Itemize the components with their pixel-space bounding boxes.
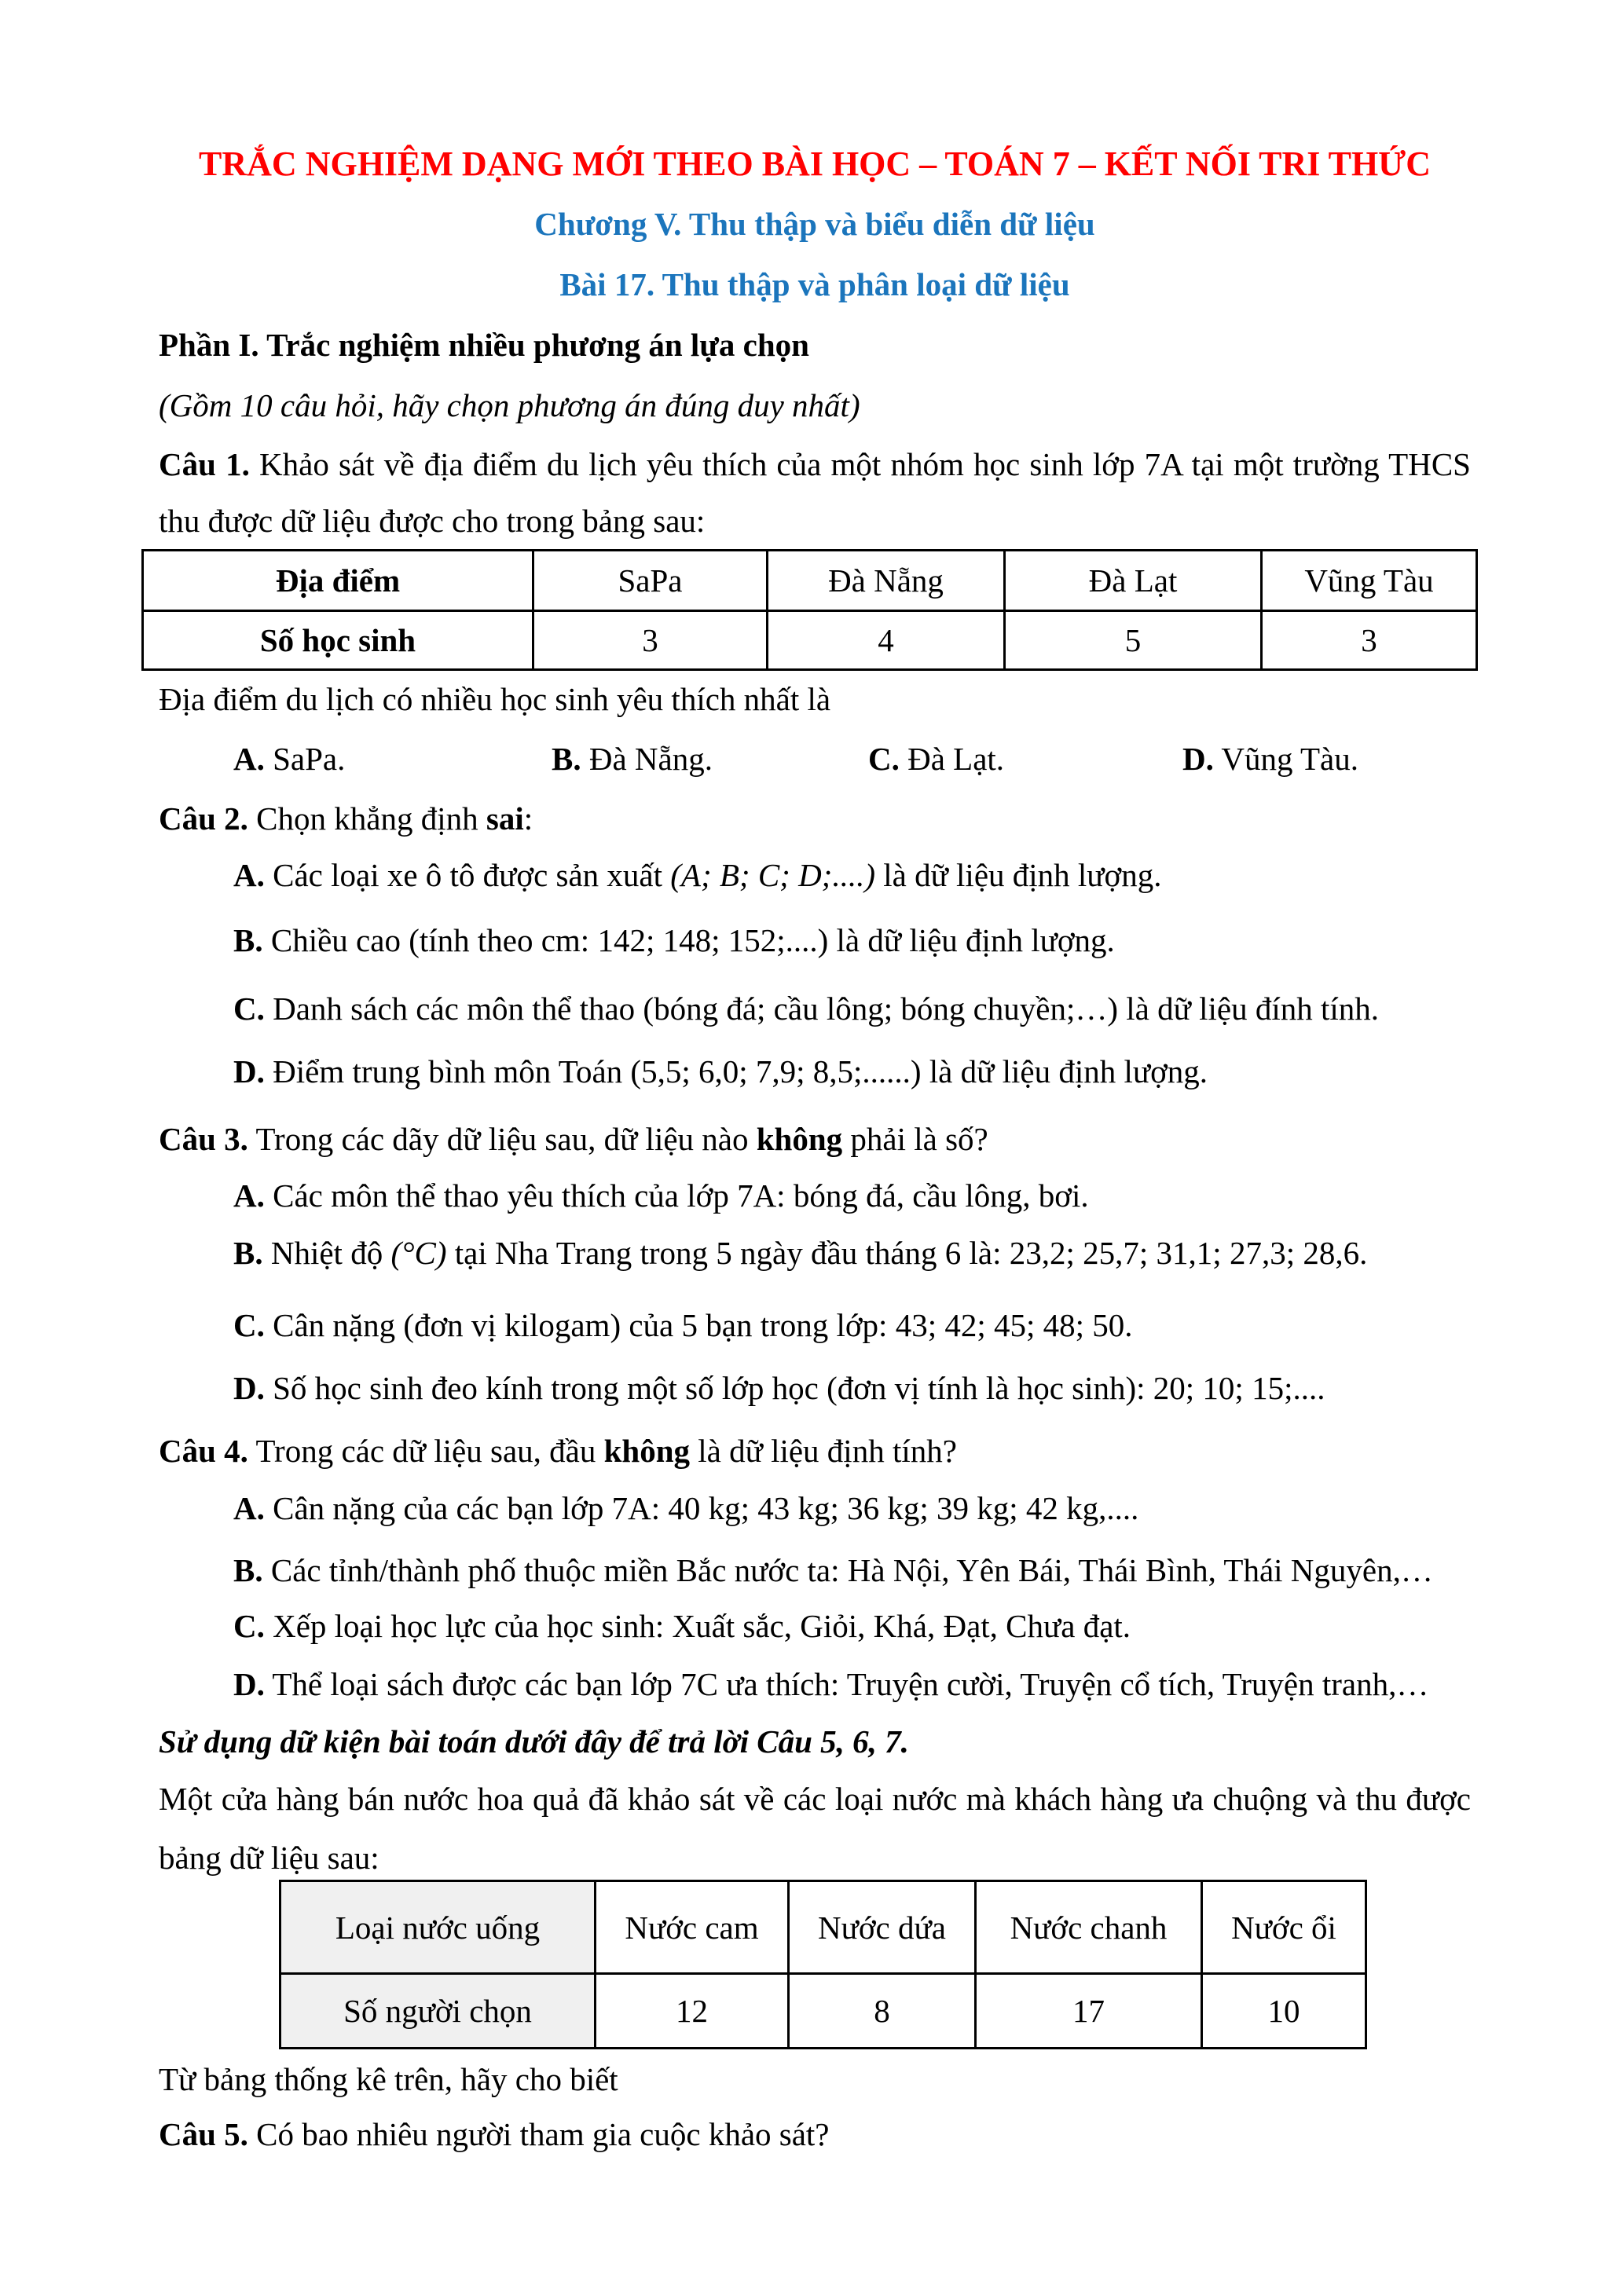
q1-option-b-text: Đà Nẵng. [588, 741, 713, 777]
q4-label: Câu 4. [159, 1433, 248, 1469]
q2-option-c [159, 990, 1471, 1027]
q2-option-d-letter: D. [233, 1053, 265, 1089]
drinks-table-value-cam: 12 [596, 1974, 789, 2049]
q3-option-c-letter: C. [233, 1307, 265, 1343]
q1-option-b-letter: B. [552, 741, 581, 777]
drinks-table-value-oi: 10 [1202, 1974, 1366, 2049]
drinks-table-header-dua: Nước dứa [789, 1881, 976, 1974]
q1-stem-text: Khảo sát về địa điểm du lịch yêu thích của một nhóm học sinh lớp 7A tại một trường THCS thu được dữ liệu được cho trong bảng sau: [159, 446, 1471, 539]
drinks-table-header-chanh: Nước chanh [976, 1881, 1202, 1974]
q3-option-b-pre: Nhiệt độ [270, 1235, 391, 1271]
q3-option-b [159, 1234, 1471, 1272]
q3-option-b-math: (°C) [390, 1235, 447, 1271]
q1-table-header-danang: Đà Nẵng [768, 551, 1005, 611]
q3-option-d-letter: D. [233, 1370, 265, 1406]
drinks-table-header-row [280, 1881, 1366, 1974]
q5-stem [159, 2115, 1471, 2153]
q3-option-c [159, 1306, 1471, 1344]
drinks-table-header-oi: Nước ổi [1202, 1881, 1366, 1974]
part-note: (Gồm 10 câu hỏi, hãy chọn phương án đúng duy nhất) [159, 387, 860, 423]
q4-option-c-text: Xếp loại học lực của học sinh: Xuất sắc, Giỏi, Khá, Đạt, Chưa đạt. [273, 1608, 1131, 1644]
doc-title: TRẮC NGHIỆM DẠNG MỚI THEO BÀI HỌC – TOÁN 7 – KẾT NỐI TRI THỨC [199, 145, 1431, 183]
q3-option-d [159, 1369, 1471, 1407]
q4-stem-pre: Trong các dữ liệu sau, đầu [255, 1433, 604, 1469]
q4-stem-bold: không [603, 1433, 691, 1469]
q4-option-d-text: Thể loại sách được các bạn lớp 7C ưa thích: Truyện cười, Truyện cổ tích, Truyện tranh,… [272, 1666, 1429, 1702]
q1-label: Câu 1. [159, 446, 250, 482]
q4-stem [159, 1432, 1471, 1470]
q1-option-c-text: Đà Lạt. [907, 741, 1005, 777]
q2-stem-pre: Chọn khẳng định [256, 800, 486, 837]
q1-option-a [233, 740, 552, 778]
interlude-description: Một cửa hàng bán nước hoa quả đã khảo sát về các loại nước mà khách hàng ưa chuộng và thu được bảng dữ liệu sau: [159, 1781, 1471, 1876]
q2-stem-bold: sai [486, 800, 524, 837]
q2-option-b-letter: B. [233, 922, 263, 958]
q2-option-a-math: (A; B; C; D;....) [670, 857, 875, 893]
q1-table-value-vungtau: 3 [1262, 611, 1477, 670]
q1-option-c-letter: C. [868, 741, 900, 777]
q1-table-header-dalat: Đà Lạt [1005, 551, 1262, 611]
q2-option-d [159, 1053, 1471, 1090]
q1-question: Địa điểm du lịch có nhiều học sinh yêu thích nhất là [159, 681, 831, 717]
q2-option-a [159, 856, 1471, 894]
drinks-table-value-dua: 8 [789, 1974, 976, 2049]
q1-table-header-label: Địa điểm [143, 551, 533, 611]
lesson-heading: Bài 17. Thu thập và phân loại dữ liệu [559, 266, 1070, 302]
drinks-table-header-label: Loại nước uống [280, 1881, 596, 1974]
drinks-table-row-label: Số người chọn [280, 1974, 596, 2049]
q4-option-b [159, 1551, 1471, 1589]
q2-option-c-letter: C. [233, 991, 265, 1027]
q1-option-d-letter: D. [1182, 741, 1214, 777]
q1-table [141, 549, 1478, 671]
q3-option-b-letter: B. [233, 1235, 263, 1271]
q5-text: Có bao nhiêu người tham gia cuộc khảo sát? [256, 2116, 830, 2152]
part-heading: Phần I. Trắc nghiệm nhiều phương án lựa chọn [159, 327, 809, 363]
q5-label: Câu 5. [159, 2116, 248, 2152]
q2-option-d-text: Điểm trung bình môn Toán (5,5; 6,0; 7,9; 8,5;......) là dữ liệu định lượng. [273, 1053, 1208, 1089]
interlude-instruction: Sử dụng dữ kiện bài toán dưới đây để trả lời Câu 5, 6, 7. [159, 1723, 909, 1760]
q3-option-b-post: tại Nha Trang trong 5 ngày đầu tháng 6 là: 23,2; 25,7; 31,1; 27,3; 28,6. [446, 1235, 1368, 1271]
q3-option-a [159, 1177, 1471, 1214]
q2-stem-post: : [523, 800, 533, 837]
q1-option-a-letter: A. [233, 741, 265, 777]
chapter-heading: Chương V. Thu thập và biểu diễn dữ liệu [534, 206, 1095, 242]
q3-option-d-text: Số học sinh đeo kính trong một số lớp học (đơn vị tính là học sinh): 20; 10; 15;.... [273, 1370, 1325, 1406]
q3-stem-post: phải là số? [842, 1121, 988, 1157]
q3-option-c-text: Cân nặng (đơn vị kilogam) của 5 bạn trong lớp: 43; 42; 45; 48; 50. [273, 1307, 1133, 1343]
q4-option-b-text: Các tỉnh/thành phố thuộc miền Bắc nước ta: Hà Nội, Yên Bái, Thái Bình, Thái Nguyên,… [270, 1552, 1433, 1588]
interlude-followup: Từ bảng thống kê trên, hãy cho biết [159, 2061, 618, 2097]
q2-option-a-letter: A. [233, 857, 265, 893]
q4-option-a [159, 1489, 1471, 1527]
q1-stem [159, 436, 1471, 549]
q4-option-c [159, 1607, 1471, 1645]
q3-label: Câu 3. [159, 1121, 248, 1157]
drinks-table-header-cam: Nước cam [596, 1881, 789, 1974]
drinks-table [279, 1880, 1367, 2049]
q3-option-a-letter: A. [233, 1177, 265, 1214]
q2-option-c-text: Danh sách các môn thể thao (bóng đá; cầu lông; bóng chuyền;…) là dữ liệu đính tính. [273, 991, 1380, 1027]
q4-option-d [159, 1665, 1471, 1703]
q2-stem [159, 800, 1471, 837]
q2-label: Câu 2. [159, 800, 248, 837]
drinks-table-data-row [280, 1974, 1366, 2049]
q4-option-a-letter: A. [233, 1490, 265, 1526]
q2-option-b [159, 921, 1471, 959]
q2-option-a-post: là dữ liệu định lượng. [874, 857, 1162, 893]
q3-stem-pre: Trong các dãy dữ liệu sau, dữ liệu nào [255, 1121, 757, 1157]
q4-option-a-text: Cân nặng của các bạn lớp 7A: 40 kg; 43 kg; 36 kg; 39 kg; 42 kg,.... [273, 1490, 1139, 1526]
q1-option-d [1182, 740, 1358, 778]
q1-option-d-text: Vũng Tàu. [1221, 741, 1358, 777]
q1-option-a-text: SaPa. [273, 741, 346, 777]
q3-option-a-text: Các môn thể thao yêu thích của lớp 7A: bóng đá, cầu lông, bơi. [273, 1177, 1089, 1214]
q4-option-c-letter: C. [233, 1608, 265, 1644]
q1-table-value-danang: 4 [768, 611, 1005, 670]
q3-stem-bold: không [756, 1121, 843, 1157]
q1-table-header-vungtau: Vũng Tàu [1262, 551, 1477, 611]
q2-option-b-text: Chiều cao (tính theo cm: 142; 148; 152;....) là dữ liệu định lượng. [270, 922, 1115, 958]
q2-option-a-pre: Các loại xe ô tô được sản xuất [273, 857, 671, 893]
q1-table-row-label: Số học sinh [143, 611, 533, 670]
q1-table-value-sapa: 3 [533, 611, 768, 670]
q1-table-value-dalat: 5 [1005, 611, 1262, 670]
q1-table-header-sapa: SaPa [533, 551, 768, 611]
drinks-table-value-chanh: 17 [976, 1974, 1202, 2049]
q1-table-data-row [143, 611, 1477, 670]
q1-option-c [868, 740, 1182, 778]
q4-option-b-letter: B. [233, 1552, 263, 1588]
q1-table-header-row [143, 551, 1477, 611]
q4-stem-post: là dữ liệu định tính? [690, 1433, 957, 1469]
document-content [0, 134, 1624, 2153]
q3-stem [159, 1120, 1471, 1158]
q4-option-d-letter: D. [233, 1666, 265, 1702]
q1-option-b [552, 740, 868, 778]
q1-options [159, 740, 1471, 778]
